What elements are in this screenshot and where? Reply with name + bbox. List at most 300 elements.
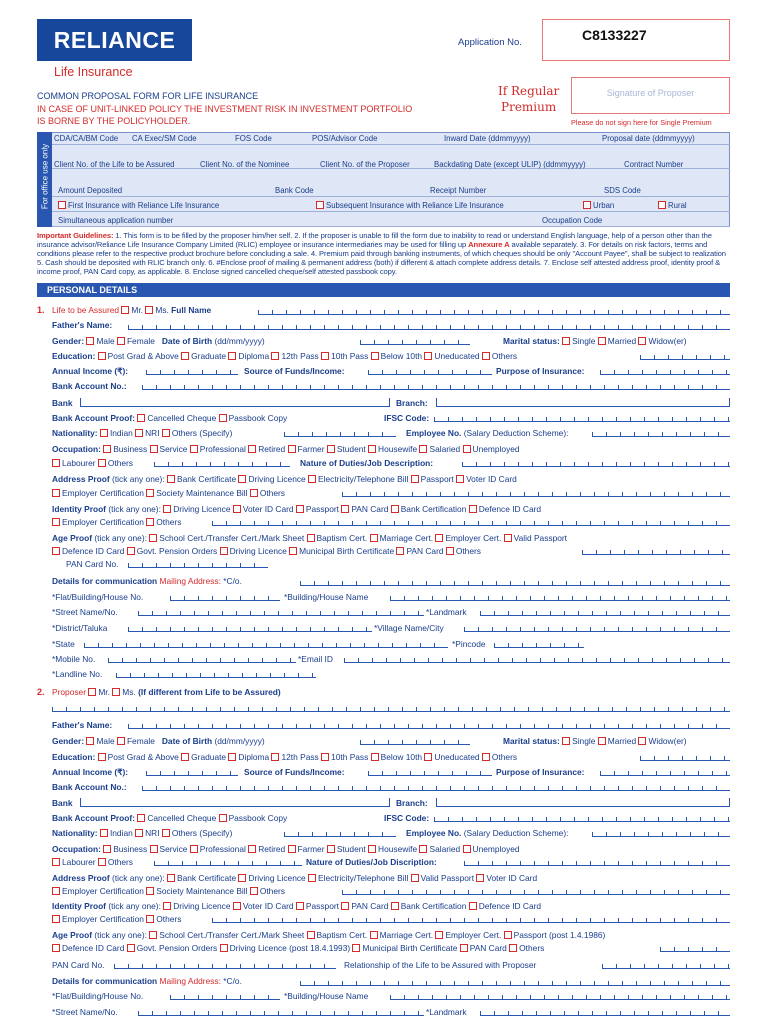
comm-label: Details for communication: [52, 576, 158, 586]
p-id-pan[interactable]: [341, 902, 349, 910]
p-mr-label: Mr.: [98, 687, 110, 697]
p-nat-others-checkbox[interactable]: [162, 829, 170, 837]
p-nat-others-input[interactable]: [284, 828, 396, 837]
relationship-input[interactable]: [602, 960, 730, 969]
p-dob-label: Date of Birth: [161, 736, 213, 746]
email-text: *Email ID: [298, 654, 333, 664]
p-addr-emp-cert[interactable]: [52, 887, 60, 895]
p-age-employer[interactable]: [435, 931, 443, 939]
full-name-label: Full Name: [171, 305, 212, 315]
p-passbook-checkbox[interactable]: [219, 814, 227, 822]
p-edu-pg[interactable]: [98, 753, 106, 761]
age-marriage[interactable]: [370, 534, 378, 542]
male-checkbox[interactable]: [86, 337, 94, 345]
p-occ-retired[interactable]: [248, 845, 256, 853]
occupation-label: Occupation:: [52, 444, 101, 454]
id-tick: (tick any one):: [108, 504, 161, 514]
ms-label: Ms.: [155, 305, 169, 315]
occ-business[interactable]: [103, 445, 111, 453]
state-input[interactable]: [84, 639, 448, 648]
client-proposer: Client No. of the Proposer: [320, 160, 410, 169]
p-addr-others[interactable]: [250, 887, 258, 895]
ms-checkbox[interactable]: [145, 306, 153, 314]
building-text: *Building/House Name: [284, 592, 369, 602]
occ-salaried[interactable]: [419, 445, 427, 453]
age-proof-row-2: [52, 546, 481, 556]
village-input[interactable]: [464, 623, 730, 632]
nat-others-checkbox[interactable]: [162, 429, 170, 437]
p-occ-student[interactable]: [327, 845, 335, 853]
edu-diploma-label: Diploma: [238, 351, 270, 361]
addr-society[interactable]: [146, 489, 154, 497]
relationship-text: Relationship of the Life to be Assured with Proposer: [344, 960, 537, 970]
addr-proof-label: Address Proof: [52, 474, 110, 484]
p-edu-grad[interactable]: [181, 753, 189, 761]
p-edu-diploma-label: Diploma: [238, 752, 270, 762]
p-father-text: Father's Name:: [52, 720, 113, 730]
addr-bank-label: Bank Certificate: [176, 474, 237, 484]
married-checkbox[interactable]: [598, 337, 606, 345]
bank-acc-text: Bank Account No.:: [52, 381, 127, 391]
p-id-pan-label: PAN Card: [351, 901, 389, 911]
p-age-pan[interactable]: [460, 944, 468, 952]
p-age-pan-label: PAN Card: [469, 943, 507, 953]
id-passport-label: Passport: [305, 504, 339, 514]
landline-input[interactable]: [116, 669, 316, 678]
age-marriage-label: Marriage Cert.: [379, 533, 434, 543]
p-bank-input[interactable]: [80, 798, 390, 807]
p-addr-bank-label: Bank Certificate: [176, 873, 237, 883]
age-passport[interactable]: [504, 534, 512, 542]
p-id-voter-label: Voter ID Card: [242, 901, 294, 911]
if-regular-premium: [498, 83, 559, 115]
bank-proof-label: Bank Account Proof:: [52, 413, 135, 423]
occ-farmer[interactable]: [288, 445, 296, 453]
occ-retired-label: Retired: [258, 444, 286, 454]
income-label: Annual Income (₹):: [52, 366, 129, 376]
edu-12[interactable]: [271, 352, 279, 360]
p-building-input[interactable]: [390, 991, 730, 1000]
education-label: Education:: [52, 351, 96, 361]
bank-text: Bank: [52, 398, 73, 408]
p-flat-input[interactable]: [170, 991, 280, 1000]
p-branch-text: Branch:: [396, 798, 428, 808]
p-branch-input[interactable]: [436, 798, 730, 807]
id-others[interactable]: [146, 518, 154, 526]
p-age-school[interactable]: [149, 931, 157, 939]
p-married-checkbox[interactable]: [598, 737, 606, 745]
district-input[interactable]: [128, 623, 372, 632]
dob-input[interactable]: [360, 336, 470, 345]
married-label: Married: [607, 336, 637, 346]
p-addr-others-input[interactable]: [342, 886, 730, 895]
edu-grad[interactable]: [181, 352, 189, 360]
p-occ-business[interactable]: [103, 845, 111, 853]
id-proof-row-2: [52, 517, 181, 527]
p-age-others-input[interactable]: [660, 943, 730, 952]
proposer-row: [52, 687, 281, 697]
p-id-passport[interactable]: [296, 902, 304, 910]
p-age-marriage-label: Marriage Cert.: [379, 930, 434, 940]
p-comm-row: [52, 976, 242, 986]
mobile-text: *Mobile No.: [52, 654, 96, 664]
p-ms-label: Ms.: [122, 687, 136, 697]
p-id-dl-label: Driving Licence: [173, 901, 231, 911]
p-occ-others-input[interactable]: [154, 857, 302, 866]
p-widow-checkbox[interactable]: [638, 737, 646, 745]
p-indian-label: Indian: [109, 828, 133, 838]
p-age-others[interactable]: [509, 944, 517, 952]
p-age-marriage[interactable]: [370, 931, 378, 939]
office-row-clients: [52, 145, 730, 169]
p-edu-below10[interactable]: [371, 753, 379, 761]
p-indian-checkbox[interactable]: [100, 829, 108, 837]
age-birth[interactable]: [289, 547, 297, 555]
cda-code: CDA/CA/BM Code: [54, 134, 119, 143]
mobile-input[interactable]: [108, 654, 296, 663]
addr-others[interactable]: [250, 489, 258, 497]
occ-retired[interactable]: [248, 445, 256, 453]
p-income-input[interactable]: [146, 767, 238, 776]
addr-others-input[interactable]: [342, 488, 730, 497]
p-addr-society[interactable]: [146, 887, 154, 895]
p-male-checkbox[interactable]: [86, 737, 94, 745]
p-addr-tick: (tick any one):: [112, 873, 165, 883]
mr-checkbox[interactable]: [121, 306, 129, 314]
occ-service[interactable]: [150, 445, 158, 453]
bank-input[interactable]: [80, 398, 390, 407]
p-id-others[interactable]: [146, 915, 154, 923]
p-addr-dl[interactable]: [238, 874, 246, 882]
logo-text: RELIANCE: [53, 26, 176, 53]
p-building-text: *Building/House Name: [284, 991, 369, 1001]
p-occ-salaried[interactable]: [419, 845, 427, 853]
p-edu-12[interactable]: [271, 753, 279, 761]
age-others[interactable]: [446, 547, 454, 555]
gender-label: Gender:: [52, 336, 85, 346]
p-mr-checkbox[interactable]: [88, 688, 96, 696]
p-occ-unemployed[interactable]: [463, 845, 471, 853]
p-cheque-checkbox[interactable]: [137, 814, 145, 822]
p-source-label: [244, 767, 345, 777]
addr-emp-cert[interactable]: [52, 489, 60, 497]
ifsc-text: IFSC Code:: [384, 413, 430, 423]
p-co-input[interactable]: [300, 977, 730, 986]
nat-others-input[interactable]: [284, 428, 396, 437]
contract-number: Contract Number: [624, 160, 684, 169]
purpose-input[interactable]: [600, 366, 730, 375]
p-age-birth-label: Municipal Birth Certificate: [362, 943, 458, 953]
edu-others-input[interactable]: [640, 351, 730, 360]
urban-text: Urban: [593, 201, 615, 210]
guidelines-text: 1. This form is to be filled by the proposer him/her self. 2. If the proposer is unable to fill the form due to inability to read or understand English language, help of a person other than the insurance advisor/Reliance Life Insurance Company Limited (RLIC) employee or insurance intermediaries may be used for filling up: [37, 231, 712, 249]
source-label: [244, 366, 345, 376]
flat-input[interactable]: [170, 592, 280, 601]
p-emp-no-input[interactable]: [592, 828, 730, 837]
emp-no-label: Employee No.: [406, 428, 462, 438]
occ-unemployed[interactable]: [463, 445, 471, 453]
p-addr-bank[interactable]: [167, 874, 175, 882]
age-school[interactable]: [149, 534, 157, 542]
p-occ-housewife[interactable]: [368, 845, 376, 853]
p-education-label: Education:: [52, 752, 96, 762]
comm-row: [52, 576, 242, 586]
occ-salaried-label: Salaried: [429, 444, 461, 454]
addr-others-label: Others: [259, 488, 285, 498]
p-id-emp-cert-label: Employer Certification: [62, 914, 144, 924]
branch-input[interactable]: [436, 398, 730, 407]
subsequent-insurance-text: Subsequent Insurance with Reliance Life Insurance: [326, 201, 504, 210]
age-baptism[interactable]: [307, 534, 315, 542]
p-purpose-label: [496, 767, 584, 777]
pan-input[interactable]: [128, 559, 268, 568]
building-input[interactable]: [390, 592, 730, 601]
p-occ-professional[interactable]: [190, 845, 198, 853]
age-others-input[interactable]: [582, 546, 730, 555]
p-nri-label: NRI: [145, 828, 160, 838]
nri-checkbox[interactable]: [135, 429, 143, 437]
occupation-row: [52, 444, 520, 454]
p-occ-service[interactable]: [150, 845, 158, 853]
p-occ-farmer[interactable]: [288, 845, 296, 853]
income-input[interactable]: [146, 366, 238, 375]
addr-passport[interactable]: [411, 475, 419, 483]
p-male-label: Male: [96, 736, 115, 746]
p-edu-uneducated[interactable]: [424, 753, 432, 761]
passbook-checkbox[interactable]: [219, 414, 227, 422]
age-employer[interactable]: [435, 534, 443, 542]
p-addr-bill[interactable]: [308, 874, 316, 882]
p-occupation-row: [52, 844, 520, 854]
guidelines-text-2: available separately. 3. For details on risk factors, terms and conditions please refer to the respective product brochure before concluding a sale. 4. Premium paid through banking instruments, of which cheques should be only "Account Payee", shall be subject to realization 5. Cash should be deposited with RLIC branch only. 6. #Enclose proof of mailing & permanent address (both) if different & attach complete address details. 7. Enclose self attested address proof, identity proof & income proof, PAN Card copy, as applicable. 8. Enclose signed cancelled cheque/self attested passbook copy.: [37, 240, 726, 276]
premium-text: Premium: [501, 100, 557, 114]
full-name-input[interactable]: [258, 306, 730, 315]
p-nature-label: [306, 857, 437, 867]
p-addr-passport[interactable]: [411, 874, 419, 882]
id-dl-label: Driving Licence: [173, 504, 231, 514]
addr-dl[interactable]: [238, 475, 246, 483]
addr-bill[interactable]: [308, 475, 316, 483]
id-bank[interactable]: [391, 505, 399, 513]
office-side-text: For office use only: [40, 143, 50, 210]
p-age-passport[interactable]: [504, 931, 512, 939]
age-defence[interactable]: [52, 547, 60, 555]
source-input[interactable]: [368, 366, 492, 375]
addr-proof-row-2: [52, 488, 285, 498]
p-married-label: Married: [607, 736, 637, 746]
p-edu-uneducated-label: Uneducated: [434, 752, 480, 762]
p-dob-input[interactable]: [360, 736, 470, 745]
addr-bank[interactable]: [167, 475, 175, 483]
p-id-dl[interactable]: [163, 902, 171, 910]
p-ms-checkbox[interactable]: [112, 688, 120, 696]
dob-format: (dd/mm/yyyy): [214, 336, 265, 346]
edu-pg[interactable]: [98, 352, 106, 360]
p-gender-label: Gender:: [52, 736, 85, 746]
bank-code: Bank Code: [275, 186, 314, 195]
id-emp-cert[interactable]: [52, 518, 60, 526]
landmark-input[interactable]: [480, 607, 730, 616]
occ-others[interactable]: [98, 459, 106, 467]
p-age-baptism[interactable]: [307, 931, 315, 939]
urban-checkbox[interactable]: [583, 201, 614, 210]
p-edu-12-label: 12th Pass: [281, 752, 319, 762]
marital-row: [503, 336, 687, 346]
p-co-label: *C/o.: [223, 976, 242, 986]
p-female-label: Female: [126, 736, 155, 746]
occ-professional[interactable]: [190, 445, 198, 453]
p-edu-10[interactable]: [321, 753, 329, 761]
edu-uneducated[interactable]: [424, 352, 432, 360]
p-id-emp-cert[interactable]: [52, 915, 60, 923]
age-pan-label: PAN Card: [406, 546, 444, 556]
age-others-label: Others: [455, 546, 481, 556]
p-female-checkbox[interactable]: [117, 737, 125, 745]
p-id-defence-label: Defence ID Card: [478, 901, 542, 911]
p-addr-voter-label: Voter ID Card: [486, 873, 538, 883]
street-input[interactable]: [138, 607, 424, 616]
age-dl[interactable]: [220, 547, 228, 555]
village-label: [374, 623, 444, 633]
p-pan-input[interactable]: [114, 960, 336, 969]
id-others-label: Others: [156, 517, 182, 527]
education-row: [52, 351, 517, 361]
p-occ-professional-label: Professional: [199, 844, 246, 854]
p-age-proof-row-2: [52, 943, 544, 953]
rural-checkbox[interactable]: [658, 201, 687, 210]
p-addr-voter[interactable]: [476, 874, 484, 882]
street-text: *Street Name/No.: [52, 607, 118, 617]
p-age-others-label: Others: [519, 943, 545, 953]
male-label: Male: [96, 336, 115, 346]
p-single-checkbox[interactable]: [562, 737, 570, 745]
occ-others-label: Others: [107, 458, 133, 468]
p-street-input[interactable]: [138, 1007, 424, 1016]
backdating-date: Backdating Date (except ULIP) (ddmmyyyy): [434, 160, 586, 169]
pincode-input[interactable]: [494, 639, 584, 648]
age-pan[interactable]: [396, 547, 404, 555]
addr-voter[interactable]: [456, 475, 464, 483]
widow-checkbox[interactable]: [638, 337, 646, 345]
p-income-row: [52, 767, 128, 777]
p-id-defence[interactable]: [469, 902, 477, 910]
nat-others-label: Others (Specify): [171, 428, 233, 438]
p-age-pension[interactable]: [127, 944, 135, 952]
emp-scheme-label: (Salary Deduction Scheme):: [463, 428, 569, 438]
p-occ-student-label: Student: [336, 844, 366, 854]
p-purpose-input[interactable]: [600, 767, 730, 776]
source-text: Source of Funds/Income:: [244, 366, 345, 376]
p-id-bank[interactable]: [391, 902, 399, 910]
p-landmark-input[interactable]: [480, 1007, 730, 1016]
id-others-input[interactable]: [212, 517, 730, 526]
occ-housewife[interactable]: [368, 445, 376, 453]
p-father-input[interactable]: [128, 720, 730, 729]
pan-label: [66, 559, 118, 569]
proposer-name-input[interactable]: [52, 703, 730, 712]
id-pan[interactable]: [341, 505, 349, 513]
labourer-label: Labourer: [62, 458, 96, 468]
p-age-dl[interactable]: [220, 944, 228, 952]
p-id-bank-label: Bank Certification: [400, 901, 467, 911]
village-text: *Village Name/City: [374, 623, 444, 633]
p-occ-unemployed-label: Unemployed: [472, 844, 520, 854]
subsequent-insurance[interactable]: [316, 201, 504, 210]
p-nri-checkbox[interactable]: [135, 829, 143, 837]
edu-10[interactable]: [321, 352, 329, 360]
p-age-birth[interactable]: [352, 944, 360, 952]
id-passport[interactable]: [296, 505, 304, 513]
p-occ-others[interactable]: [98, 858, 106, 866]
addr-proof-row: [52, 474, 517, 484]
p-age-tick: (tick any one):: [94, 930, 147, 940]
p-nature-input[interactable]: [464, 857, 730, 866]
female-checkbox[interactable]: [117, 337, 125, 345]
p-edu-others[interactable]: [482, 753, 490, 761]
p-edu-others-input[interactable]: [640, 752, 730, 761]
p-age-defence[interactable]: [52, 944, 60, 952]
occ-labourer[interactable]: [52, 459, 60, 467]
id-voter[interactable]: [233, 505, 241, 513]
indian-label: Indian: [109, 428, 133, 438]
pincode-label: [452, 639, 486, 649]
single-label: Single: [572, 336, 596, 346]
p-bank-acc-input[interactable]: [142, 782, 730, 791]
edu-others[interactable]: [482, 352, 490, 360]
pan-text: PAN Card No.: [66, 559, 119, 569]
nri-label: NRI: [145, 428, 160, 438]
signature-label: Signature of Proposer: [606, 88, 695, 98]
edu-below10[interactable]: [371, 352, 379, 360]
id-defence[interactable]: [469, 505, 477, 513]
p-id-tick: (tick any one):: [108, 901, 161, 911]
age-pension-label: Govt. Pension Orders: [136, 546, 218, 556]
p-occ-labourer[interactable]: [52, 858, 60, 866]
nature-input[interactable]: [462, 458, 730, 467]
section-1-number: 1.: [37, 305, 45, 315]
id-dl[interactable]: [163, 505, 171, 513]
emp-no-input[interactable]: [592, 428, 730, 437]
age-pension[interactable]: [127, 547, 135, 555]
p-occ-salaried-label: Salaried: [429, 844, 461, 854]
p-id-proof-label: Identity Proof: [52, 901, 106, 911]
email-input[interactable]: [344, 654, 730, 663]
father-name-input[interactable]: [128, 321, 730, 330]
single-checkbox[interactable]: [562, 337, 570, 345]
edu-diploma[interactable]: [228, 352, 236, 360]
cheque-checkbox[interactable]: [137, 414, 145, 422]
p-id-voter[interactable]: [233, 902, 241, 910]
p-occ-others-label: Others: [107, 857, 133, 867]
p-id-others-input[interactable]: [212, 914, 730, 923]
ifsc-input[interactable]: [434, 413, 730, 422]
co-input[interactable]: [300, 577, 730, 586]
p-edu-10-label: 10th Pass: [331, 752, 369, 762]
occ-others-input[interactable]: [154, 458, 290, 467]
p-source-input[interactable]: [368, 767, 492, 776]
p-age-passport-label: Passport (post 1.4.1986): [513, 930, 606, 940]
state-text: *State: [52, 639, 75, 649]
p-edu-diploma[interactable]: [228, 753, 236, 761]
first-insurance[interactable]: [58, 201, 219, 210]
p-ifsc-input[interactable]: [434, 813, 730, 822]
addr-passport-label: Passport: [420, 474, 454, 484]
occ-student[interactable]: [327, 445, 335, 453]
first-insurance-text: First Insurance with Reliance Life Insurance: [68, 201, 220, 210]
bank-acc-input[interactable]: [142, 381, 730, 390]
indian-checkbox[interactable]: [100, 429, 108, 437]
logo-subtitle: Life Insurance: [54, 65, 133, 79]
